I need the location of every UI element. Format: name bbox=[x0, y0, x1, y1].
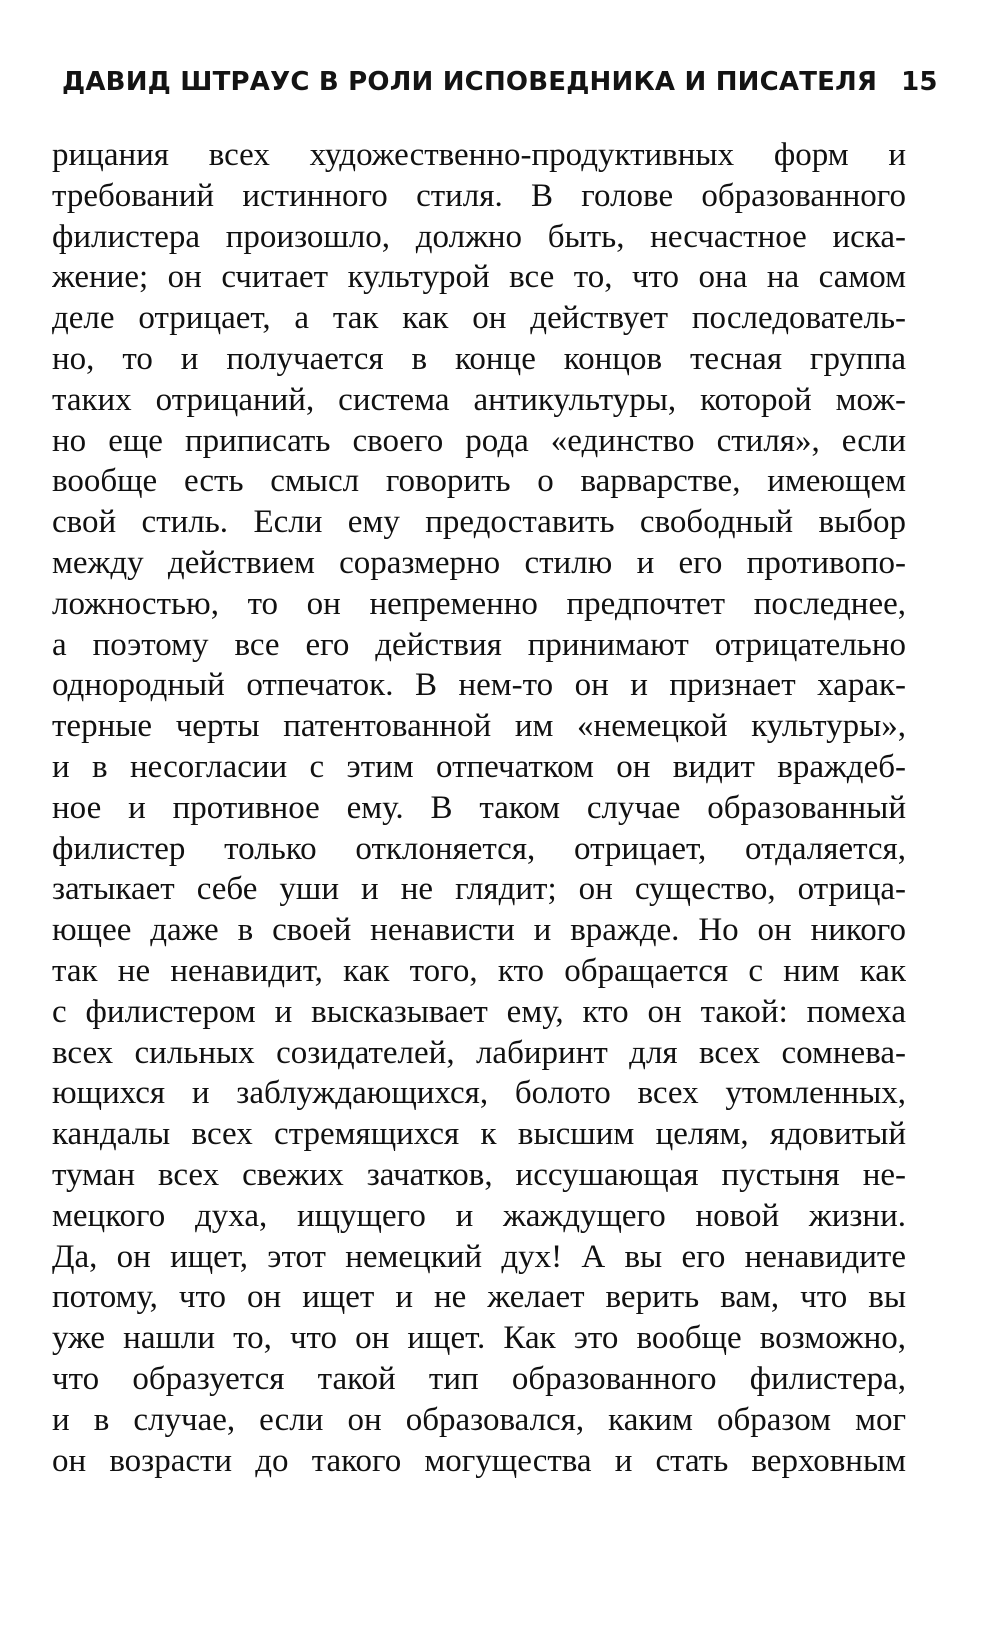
text-line: таких отрицаний, система антикультуры, которой мож- bbox=[52, 381, 906, 418]
text-line: что образуется такой тип образованного филистера, bbox=[52, 1360, 906, 1397]
text-line: но, то и получается в конце концов тесная группа bbox=[52, 340, 906, 377]
text-line: но еще приписать своего рода «единство стиля», если bbox=[52, 422, 906, 459]
text-line: Да, он ищет, этот немецкий дух! А вы его ненавидите bbox=[52, 1238, 906, 1275]
text-line: ющее даже в своей ненависти и вражде. Но он никого bbox=[52, 912, 906, 949]
text-line: всех сильных созидателей, лабиринт для всех сомнева- bbox=[52, 1034, 906, 1071]
text-line: с филистером и высказывает ему, кто он такой: помеха bbox=[52, 993, 906, 1030]
text-line: ложностью, то он непременно предпочтет последнее, bbox=[52, 585, 906, 622]
text-line: так не ненавидит, как того, кто обращается с ним как bbox=[52, 952, 906, 989]
text-line: однородный отпечаток. В нем-то он и признает харак- bbox=[52, 667, 906, 704]
text-line: вообще есть смысл говорить о варварстве, имеющем bbox=[52, 463, 906, 500]
text-line: требований истинного стиля. В голове образованного bbox=[52, 177, 906, 214]
running-title: ДАВИД ШТРАУС В РОЛИ ИСПОВЕДНИКА И ПИСАТЕЛЯ bbox=[62, 67, 878, 97]
text-line: между действием соразмерно стилю и его противопо- bbox=[52, 544, 906, 581]
text-line: мецкого духа, ищущего и жаждущего новой жизни. bbox=[52, 1197, 906, 1234]
running-header bbox=[62, 60, 938, 104]
text-line: кандалы всех стремящихся к высшим целям, ядовитый bbox=[52, 1116, 906, 1153]
text-line: и в несогласии с этим отпечатком он видит враждеб- bbox=[52, 748, 906, 785]
page-number: 15 bbox=[901, 67, 938, 97]
text-line: уже нашли то, что он ищет. Как это вообще возможно, bbox=[52, 1320, 906, 1357]
text-line: свой стиль. Если ему предоставить свободный выбор bbox=[52, 504, 906, 541]
text-line: он возрасти до такого могущества и стать верховным bbox=[52, 1442, 906, 1479]
text-line: ное и противное ему. В таком случае образованный bbox=[52, 789, 906, 826]
text-line: и в случае, если он образовался, каким образом мог bbox=[52, 1401, 906, 1438]
text-line: потому, что он ищет и не желает верить вам, что вы bbox=[52, 1279, 906, 1316]
body-text bbox=[52, 135, 906, 1481]
text-line: жение; он считает культурой все то, что она на самом bbox=[52, 259, 906, 296]
text-line: туман всех свежих зачатков, иссушающая пустыня не- bbox=[52, 1156, 906, 1193]
text-line: а поэтому все его действия принимают отрицательно bbox=[52, 626, 906, 663]
text-line: терные черты патентованной им «немецкой культуры», bbox=[52, 708, 906, 745]
text-line: филистер только отклоняется, отрицает, отдаляется, bbox=[52, 830, 906, 867]
text-line: деле отрицает, а так как он действует последователь- bbox=[52, 300, 906, 337]
text-line: ющихся и заблуждающихся, болото всех утомленных, bbox=[52, 1075, 906, 1112]
text-line: затыкает себе уши и не глядит; он существо, отрица- bbox=[52, 871, 906, 908]
text-line: рицания всех художественно-продуктивных форм и bbox=[52, 137, 906, 173]
text-line: филистера произошло, должно быть, несчастное иска- bbox=[52, 218, 906, 255]
